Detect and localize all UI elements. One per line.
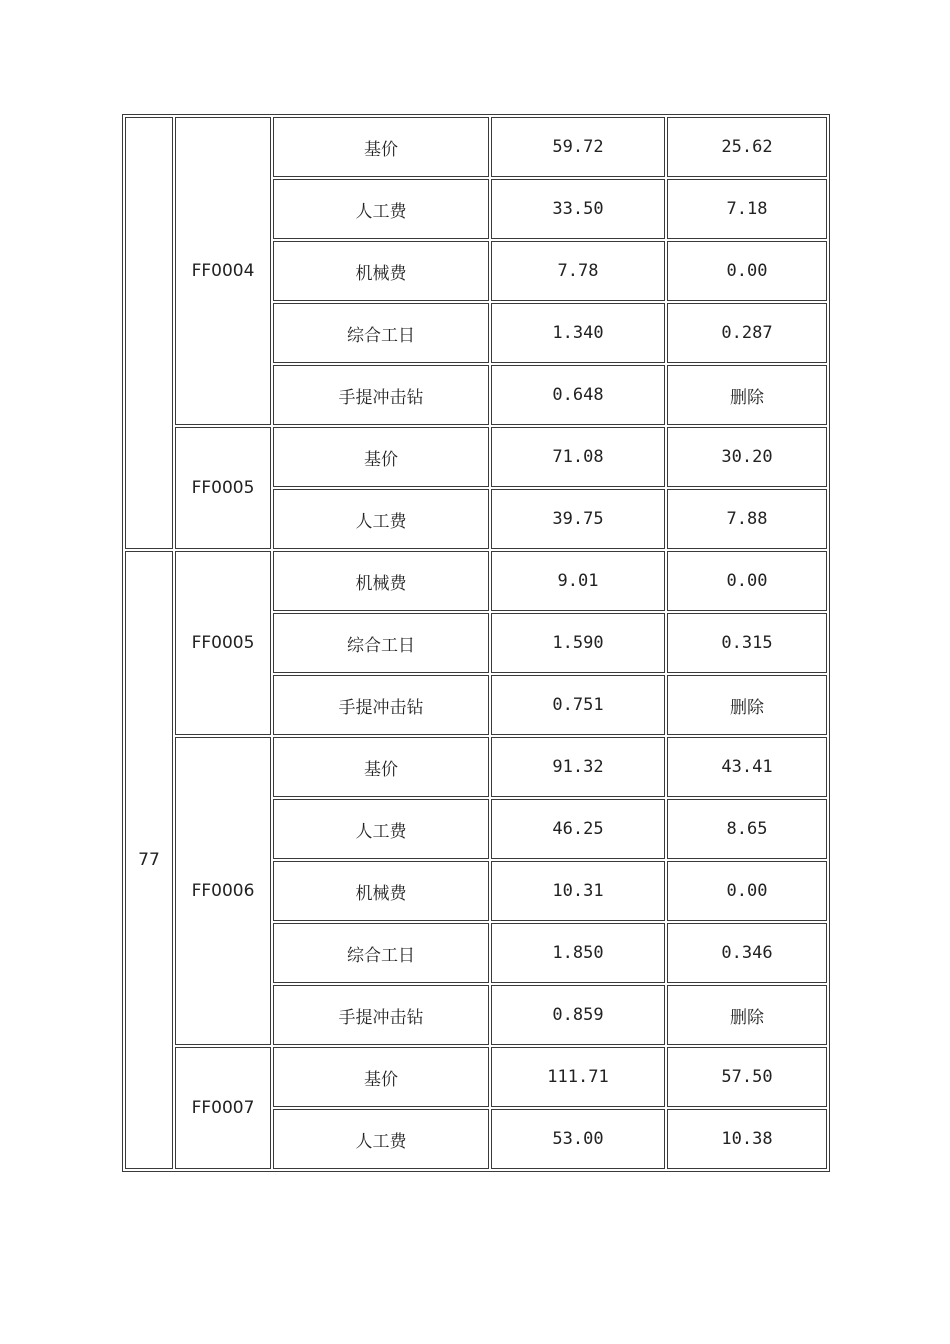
adjusted-value-cell: 43.41 [667,737,827,797]
item-name-cell: 人工费 [273,179,489,239]
adjusted-value-cell: 删除 [667,985,827,1045]
adjusted-value-cell: 0.346 [667,923,827,983]
item-name-cell: 人工费 [273,489,489,549]
item-name-cell: 机械费 [273,861,489,921]
table-row [125,117,827,177]
sequence-number-cell: 77 [125,551,173,1169]
sequence-number-cell [125,117,173,549]
adjusted-value-cell: 7.88 [667,489,827,549]
quota-code-cell: FF0005 [175,427,271,549]
item-name-cell: 综合工日 [273,923,489,983]
table-row [125,1047,827,1107]
adjusted-value-cell: 0.287 [667,303,827,363]
rate-table-body [125,117,827,1169]
rate-table [122,114,830,1172]
original-value-cell: 9.01 [491,551,665,611]
adjusted-value-cell: 30.20 [667,427,827,487]
original-value-cell: 10.31 [491,861,665,921]
item-name-cell: 手提冲击钻 [273,365,489,425]
quota-code-cell: FF0007 [175,1047,271,1169]
adjusted-value-cell: 删除 [667,365,827,425]
original-value-cell: 59.72 [491,117,665,177]
original-value-cell: 0.859 [491,985,665,1045]
item-name-cell: 基价 [273,117,489,177]
adjusted-value-cell: 8.65 [667,799,827,859]
item-name-cell: 手提冲击钻 [273,675,489,735]
adjusted-value-cell: 7.18 [667,179,827,239]
original-value-cell: 7.78 [491,241,665,301]
adjusted-value-cell: 0.315 [667,613,827,673]
item-name-cell: 机械费 [273,241,489,301]
item-name-cell: 基价 [273,1047,489,1107]
adjusted-value-cell: 0.00 [667,551,827,611]
original-value-cell: 0.648 [491,365,665,425]
item-name-cell: 人工费 [273,1109,489,1169]
adjusted-value-cell: 删除 [667,675,827,735]
item-name-cell: 综合工日 [273,303,489,363]
original-value-cell: 91.32 [491,737,665,797]
original-value-cell: 53.00 [491,1109,665,1169]
table-row [125,551,827,611]
adjusted-value-cell: 0.00 [667,861,827,921]
original-value-cell: 33.50 [491,179,665,239]
adjusted-value-cell: 10.38 [667,1109,827,1169]
table-row [125,427,827,487]
quota-code-cell: FF0004 [175,117,271,425]
original-value-cell: 0.751 [491,675,665,735]
original-value-cell: 111.71 [491,1047,665,1107]
adjusted-value-cell: 57.50 [667,1047,827,1107]
original-value-cell: 1.850 [491,923,665,983]
original-value-cell: 1.340 [491,303,665,363]
adjusted-value-cell: 0.00 [667,241,827,301]
quota-code-cell: FF0005 [175,551,271,735]
item-name-cell: 手提冲击钻 [273,985,489,1045]
original-value-cell: 39.75 [491,489,665,549]
original-value-cell: 46.25 [491,799,665,859]
table-row [125,737,827,797]
original-value-cell: 71.08 [491,427,665,487]
item-name-cell: 人工费 [273,799,489,859]
quota-code-cell: FF0006 [175,737,271,1045]
item-name-cell: 基价 [273,427,489,487]
item-name-cell: 基价 [273,737,489,797]
item-name-cell: 机械费 [273,551,489,611]
item-name-cell: 综合工日 [273,613,489,673]
original-value-cell: 1.590 [491,613,665,673]
adjusted-value-cell: 25.62 [667,117,827,177]
